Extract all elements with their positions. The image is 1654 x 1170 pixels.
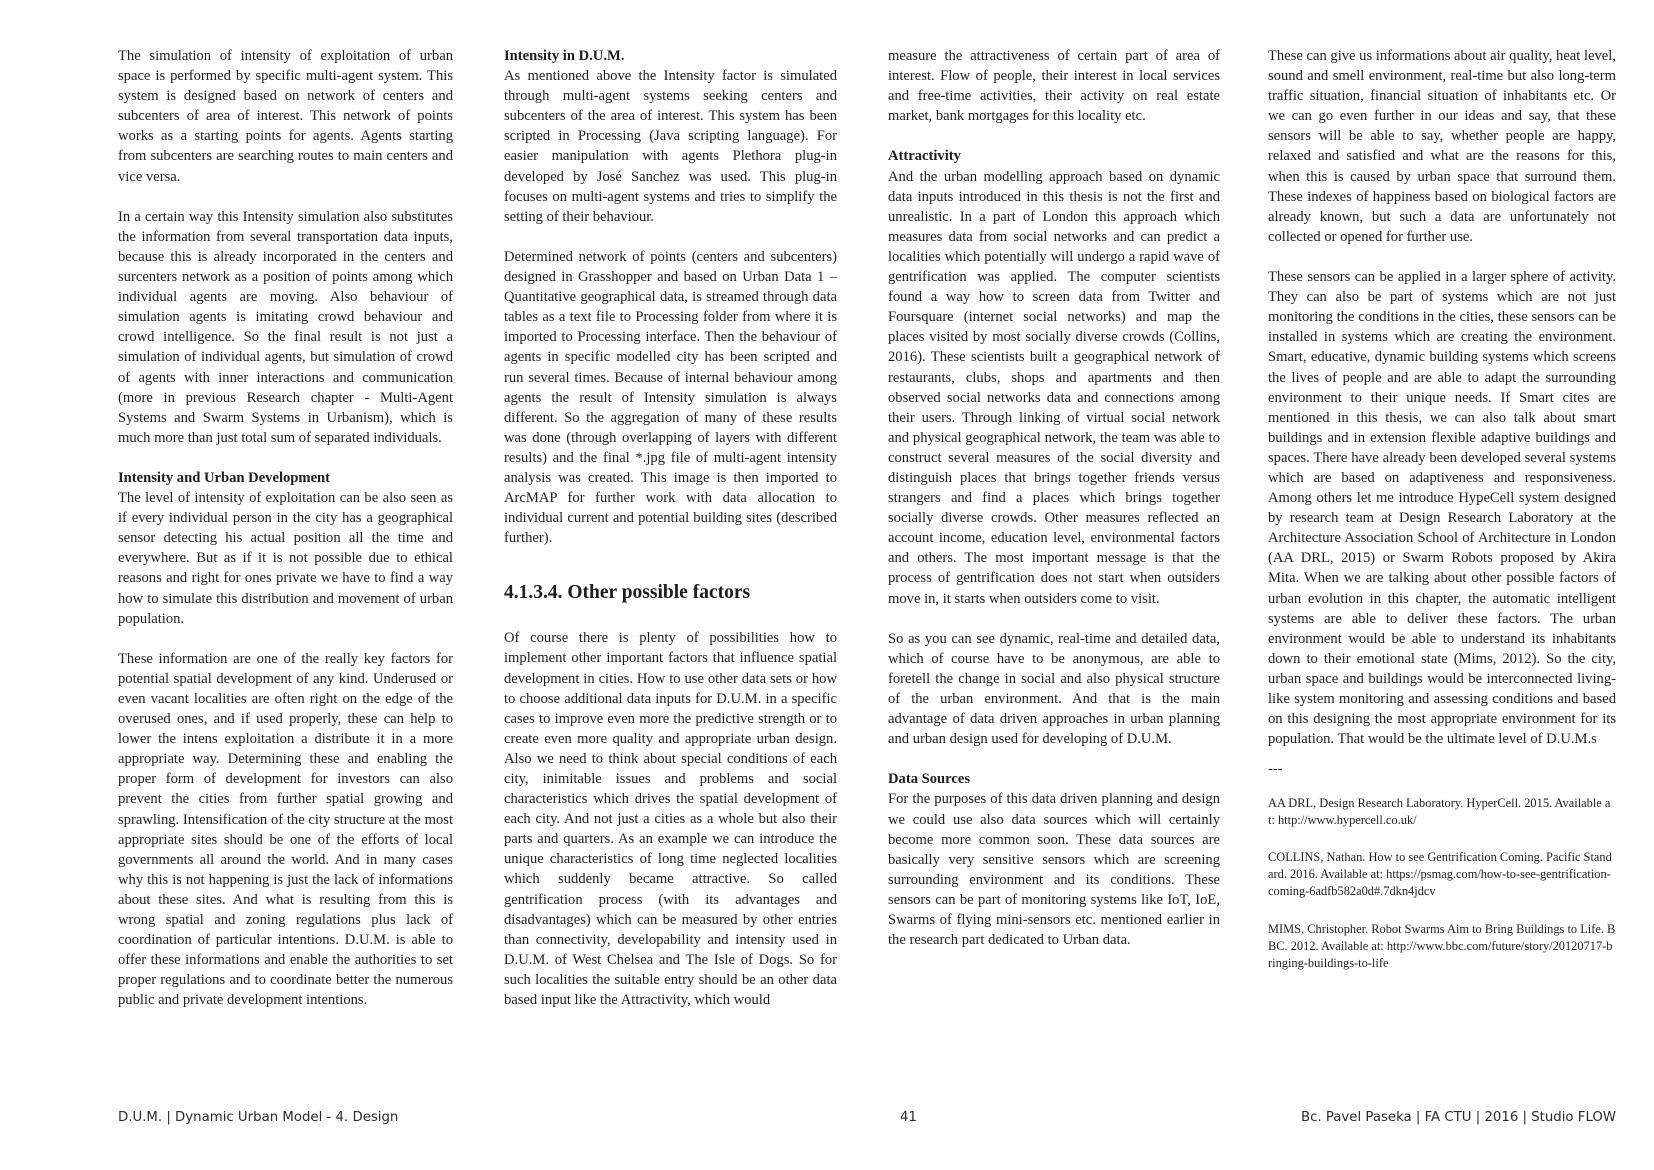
paragraph: For the purposes of this data driven planning and design we could use also data sources which will certainly become more common soon. These data sources are basically very sensitive sensors which are screening surrounding environment and its conditions. These sensors can be part of monitoring systems like IoT, IoE, Swarms of flying mini-sensors etc. mentioned earlier in the research part dedicated to Urban data. xyxy=(888,791,1220,949)
paragraph: measure the attractiveness of certain part of area of interest. Flow of people, their interest in local services and free-time activities, their activity on real estate market, bank mortgages for this locality etc. xyxy=(888,48,1220,125)
paragraph: These sensors can be applied in a larger sphere of activity. They can also be part of systems which are not just monitoring the conditions in the cities, these sensors can be installed in systems which are creating the environment. Smart, educative, dynamic building systems which screens the lives of people and are able to adapt the surrounding environment to their unique needs. If Smart cites are mentioned in this thesis, we can also talk about smart buildings and in extension flexible adaptive buildings and spaces. There have already been developed several systems which are based on adaptiveness and responsiveness. Among others let me introduce HypeCell system designed by research team at Design Research Laboratory at the Architecture Association School of Architecture in London (AA DRL, 2015) or Swarm Robots proposed by Akira Mita. When we are talking about other possible factors of urban evolution in this chapter, the automatic intelligent systems are able to deliver these factors. The urban environment would be able to understand its inhabitants down to their emotional state (Mims, 2012). So the city, urban space and buildings would be interconnected living-like system monitoring and assessing conditions and based on this designing the most appropriate environment for its population. That would be the ultimate level of D.U.M.s xyxy=(1268,269,1616,748)
references-separator: --- xyxy=(1268,761,1283,778)
subheading-attractivity: Attractivity xyxy=(888,148,961,165)
page-number: 41 xyxy=(900,1110,917,1125)
paragraph: These can give us informations about air quality, heat level, sound and smell environment, real-time but also long-term traffic situation, financial situation of inhabitants etc. Or we can go even further in our ideas and say, that these sensors will be able to say, whether people are happy, relaxed and satisfied and what are the reasons for this, when this is caused by urban space that surround them. These indexes of happiness based on biological factors are already known, but such a data are unfortunately not collected or opened for further use. xyxy=(1268,48,1616,245)
text-column-4 xyxy=(1268,46,1616,992)
reference-entry: AA DRL, Design Research Laboratory. HyperCell. 2015. Available at: http://www.hypercell.co.uk/ xyxy=(1268,796,1611,828)
paragraph: In a certain way this Intensity simulation also substitutes the information from several transportation data inputs, because this is already incorporated in the centers and surcenters network as a position of points among which individual agents are moving. Also behaviour of simulation agents is imitating crowd behaviour and crowd intelligence. So the final result is not just a simulation of individual agents, but simulation of crowd of agents with inner interactions and communication (more in previous Research chapter - Multi-Agent Systems and Swarm Systems in Urbanism), which is much more than just total sum of separated individuals. xyxy=(118,208,453,446)
section-heading: 4.1.3.4. Other possible factors xyxy=(504,582,751,604)
paragraph: The simulation of intensity of exploitation of urban space is performed by specific multi-agent system. This system is designed based on network of centers and subcenters of area of interest. This network of points works as a starting points for agents. Agents starting from subcenters are searching routes to main centers and vice versa. xyxy=(118,48,453,185)
text-column-1 xyxy=(118,46,453,1011)
paragraph: Of course there is plenty of possibilities how to implement other important factors that influence spatial development in cities. How to use other data sets or how to choose additional data inputs for D.U.M. in a specific cases to improve even more the predictive strength or to create even more quality and appropriate urban design. Also we need to think about special conditions of each city, inimitable issues and problems and social characteristics which drives the spatial development of each city. And not just a cities as a whole but also their parts and quarters. As an example we can introduce the unique characteristics of long time neglected localities which suddenly became attractive. So called gentrification process (with its advantages and disadvantages) which can be measured by other entries than connectivity, developability and intensity used in D.U.M. of West Chelsea and The Isle of Dogs. So for such localities the suitable entry should be an other data based input like the Attractivity, which would xyxy=(504,630,837,1009)
reference-entry: MIMS, Christopher. Robot Swarms Aim to Bring Buildings to Life. BBC. 2012. Available at: http://www.bbc.com/future/story/20120717-bringing-buildings-to-life xyxy=(1268,921,1616,970)
footer-title: D.U.M. | Dynamic Urban Model - 4. Design xyxy=(118,1110,399,1125)
paragraph: Determined network of points (centers and subcenters) designed in Grasshopper and based on Urban Data 1 – Quantitative geographical data, is streamed through data tables as a text file to Processing folder from where it is imported to Processing interface. Then the behaviour of agents in specific modelled city has been scripted and run several times. Because of internal behaviour among agents the result of Intensity simulation is always different. So the aggregation of many of these results was done (through overlapping of layers with different results) and the final *.jpg file of multi-agent intensity analysis was created. This image is then imported to ArcMAP for further work with data allocation to individual current and potential building sites (described further). xyxy=(504,248,837,547)
subheading-data-sources: Data Sources xyxy=(888,771,971,788)
text-column-2 xyxy=(504,46,837,1010)
paragraph: The level of intensity of exploitation can be also seen as if every individual person in the city has a geographical sensor detecting his actual position all the time and everywhere. But as if it is not possible due to ethical reasons and right for ones private we have to find a way how to simulate this distribution and movement of urban population. xyxy=(118,490,453,627)
paragraph: As mentioned above the Intensity factor is simulated through multi-agent systems seeking centers and subcenters of the area of interest. This system has been scripted in Processing (Java scripting language). For easier manipulation with agents Plethora plug-in developed by José Sanchez was used. This plug-in focuses on multi-agent systems and tries to simplify the setting of their behaviour. xyxy=(504,68,837,225)
paragraph: These information are one of the really key factors for potential spatial development of any kind. Underused or even vacant localities are often right on the edge of the overused ones, and if used properly, these can help to lower the intens exploitation a distribute it in a more appropriate way. Determining these and enabling the proper form of development for investors can also prevent the cities from further spatial growing and sprawling. Intensification of the city structure at the most appropriate sites should be one of the efforts of local governments all around the world. And in many cases why this is not happening is just the lack of informations about these sites. And what is resulting from this is wrong spatial and zoning regulations plus lack of coordination of particular intentions. D.U.M. is able to offer these informations and enable the authorities to set proper regulations and to coordinate better the numerous public and private development intentions. xyxy=(118,650,453,1009)
text-column-3 xyxy=(888,46,1220,950)
subheading-intensity-in-dum: Intensity in D.U.M. xyxy=(504,48,625,64)
paragraph: So as you can see dynamic, real-time and detailed data, which of course have to be anonymous, are able to foretell the change in social and also physical structure of the urban environment. And that is the main advantage of data driven approaches in urban planning and urban design used for developing of D.U.M. xyxy=(888,630,1220,748)
paragraph: And the urban modelling approach based on dynamic data inputs introduced in this thesis is not the first and unrealistic. In a part of London this approach which measures data from social networks and can predict a localities which potentially will undergo a rapid wave of gentrification was applied. The computer scientists found a way how to screen data from Twitter and Foursquare (internet social networks) and map the places visited by most socially diverse crowds (Collins, 2016). These scientists built a geographical network of restaurants, clubs, shops and apartments and then observed social networks data and connections among their users. Through linking of virtual social network and physical geographical network, the team was able to construct several measures of the social diversity and distinguish places that brings together friends versus strangers and find a places which brings together socially diverse crowds. Other measures reflected an account income, education level, environmental factors and others. The most important message is that the process of gentrification does not start when outsiders move in, it starts when outsiders come to visit. xyxy=(888,168,1220,607)
reference-entry: COLLINS, Nathan. How to see Gentrification Coming. Pacific Standard. 2016. Available at: https://psmag.com/how-to-see-gentrification-coming-6adfb582a0d#.7dkn4jdcv xyxy=(1268,850,1612,899)
subheading-intensity-urban-development: Intensity and Urban Development xyxy=(118,469,331,486)
footer-author: Bc. Pavel Paseka | FA CTU | 2016 | Studio FLOW xyxy=(1300,1110,1616,1125)
